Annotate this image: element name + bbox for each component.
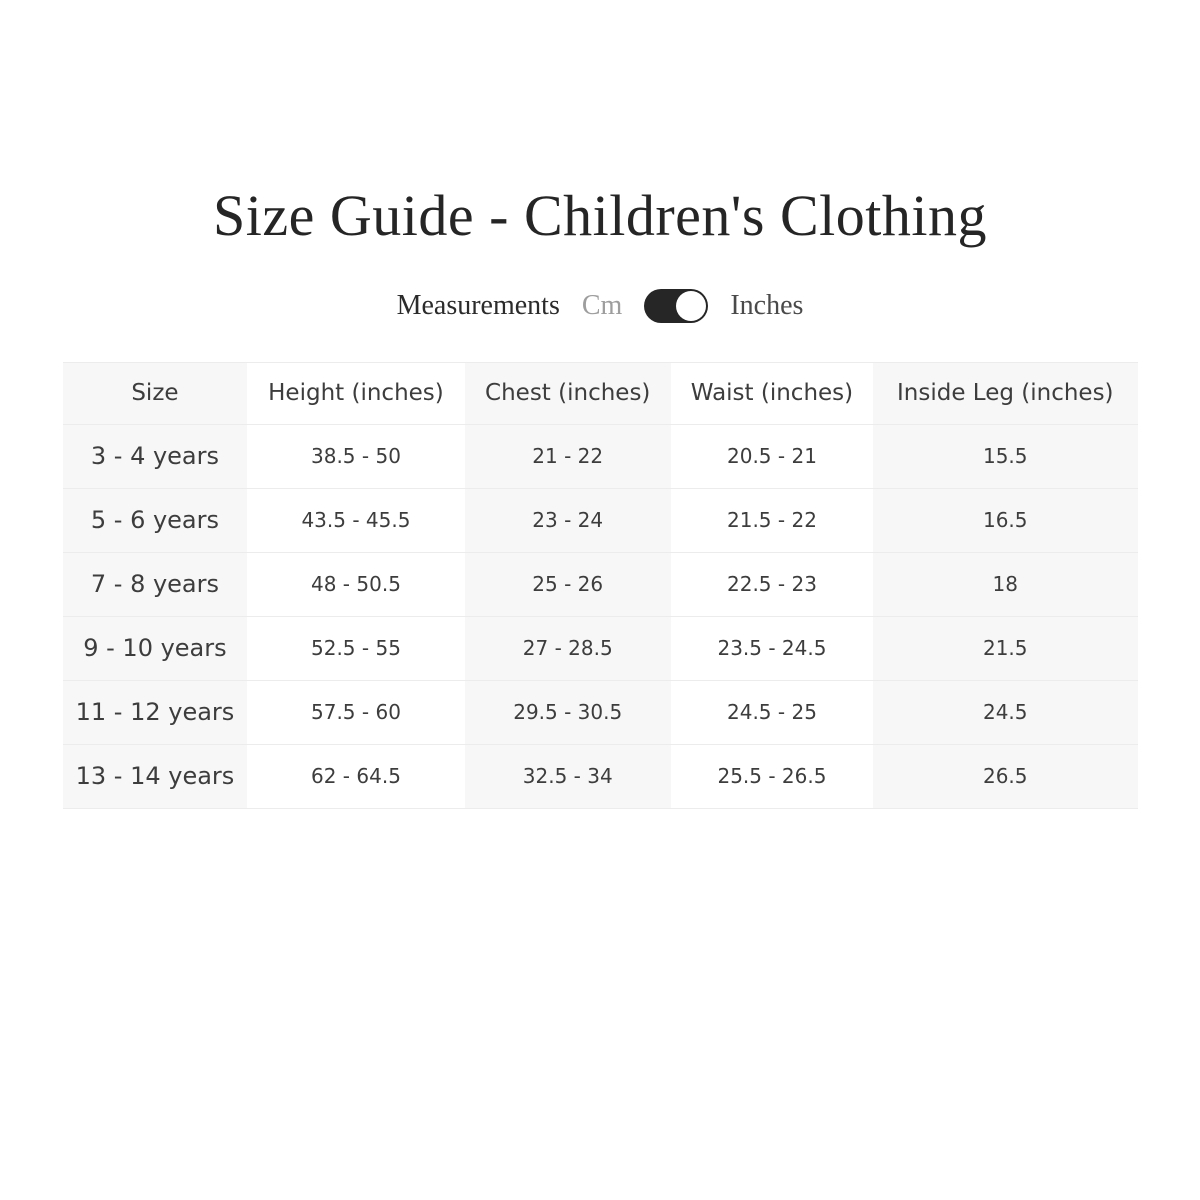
column-header: Size xyxy=(63,362,248,424)
unit-option-inches[interactable]: Inches xyxy=(730,289,804,321)
measurement-cell: 27 - 28.5 xyxy=(465,616,671,680)
column-header: Inside Leg (inches) xyxy=(873,362,1137,424)
table-body xyxy=(63,424,1138,808)
measurement-cell: 21 - 22 xyxy=(465,424,671,488)
measurement-cell: 21.5 xyxy=(873,616,1137,680)
unit-option-cm[interactable]: Cm xyxy=(581,289,623,321)
toggle-knob-icon xyxy=(676,291,706,321)
measurement-cell: 24.5 - 25 xyxy=(671,680,873,744)
measurement-cell: 22.5 - 23 xyxy=(671,552,873,616)
measurement-cell: 25.5 - 26.5 xyxy=(671,744,873,808)
table-row xyxy=(63,488,1138,552)
measurement-unit-toggle-row xyxy=(0,289,1200,323)
size-guide-table xyxy=(63,362,1138,809)
measurements-label: Measurements xyxy=(396,289,560,321)
measurement-cell: 23.5 - 24.5 xyxy=(671,616,873,680)
measurement-cell: 26.5 xyxy=(873,744,1137,808)
measurement-cell: 21.5 - 22 xyxy=(671,488,873,552)
measurement-cell: 48 - 50.5 xyxy=(247,552,464,616)
measurement-cell: 52.5 - 55 xyxy=(247,616,464,680)
measurement-cell: 25 - 26 xyxy=(465,552,671,616)
measurement-cell: 18 xyxy=(873,552,1137,616)
size-cell: 9 - 10 years xyxy=(63,616,248,680)
measurement-cell: 38.5 - 50 xyxy=(247,424,464,488)
size-cell: 13 - 14 years xyxy=(63,744,248,808)
column-header: Height (inches) xyxy=(268,380,444,407)
size-cell: 5 - 6 years xyxy=(63,488,248,552)
table-row xyxy=(63,424,1138,488)
measurement-cell: 16.5 xyxy=(873,488,1137,552)
measurement-cell: 43.5 - 45.5 xyxy=(247,488,464,552)
unit-toggle-switch[interactable] xyxy=(644,289,708,323)
column-header: Waist (inches) xyxy=(690,380,854,407)
table-header-row xyxy=(63,362,1138,424)
column-header: Chest (inches) xyxy=(465,362,671,424)
measurement-cell: 32.5 - 34 xyxy=(465,744,671,808)
size-cell: 3 - 4 years xyxy=(63,424,248,488)
size-cell: 7 - 8 years xyxy=(63,552,248,616)
table-row xyxy=(63,552,1138,616)
measurement-cell: 62 - 64.5 xyxy=(247,744,464,808)
measurement-cell: 15.5 xyxy=(873,424,1137,488)
measurement-cell: 57.5 - 60 xyxy=(247,680,464,744)
measurement-cell: 23 - 24 xyxy=(465,488,671,552)
measurement-cell: 24.5 xyxy=(873,680,1137,744)
table-row xyxy=(63,680,1138,744)
measurement-cell: 20.5 - 21 xyxy=(671,424,873,488)
size-cell: 11 - 12 years xyxy=(63,680,248,744)
measurement-cell: 29.5 - 30.5 xyxy=(465,680,671,744)
table-row xyxy=(63,616,1138,680)
table-row xyxy=(63,744,1138,808)
page-title: Size Guide - Children's Clothing xyxy=(213,183,987,248)
